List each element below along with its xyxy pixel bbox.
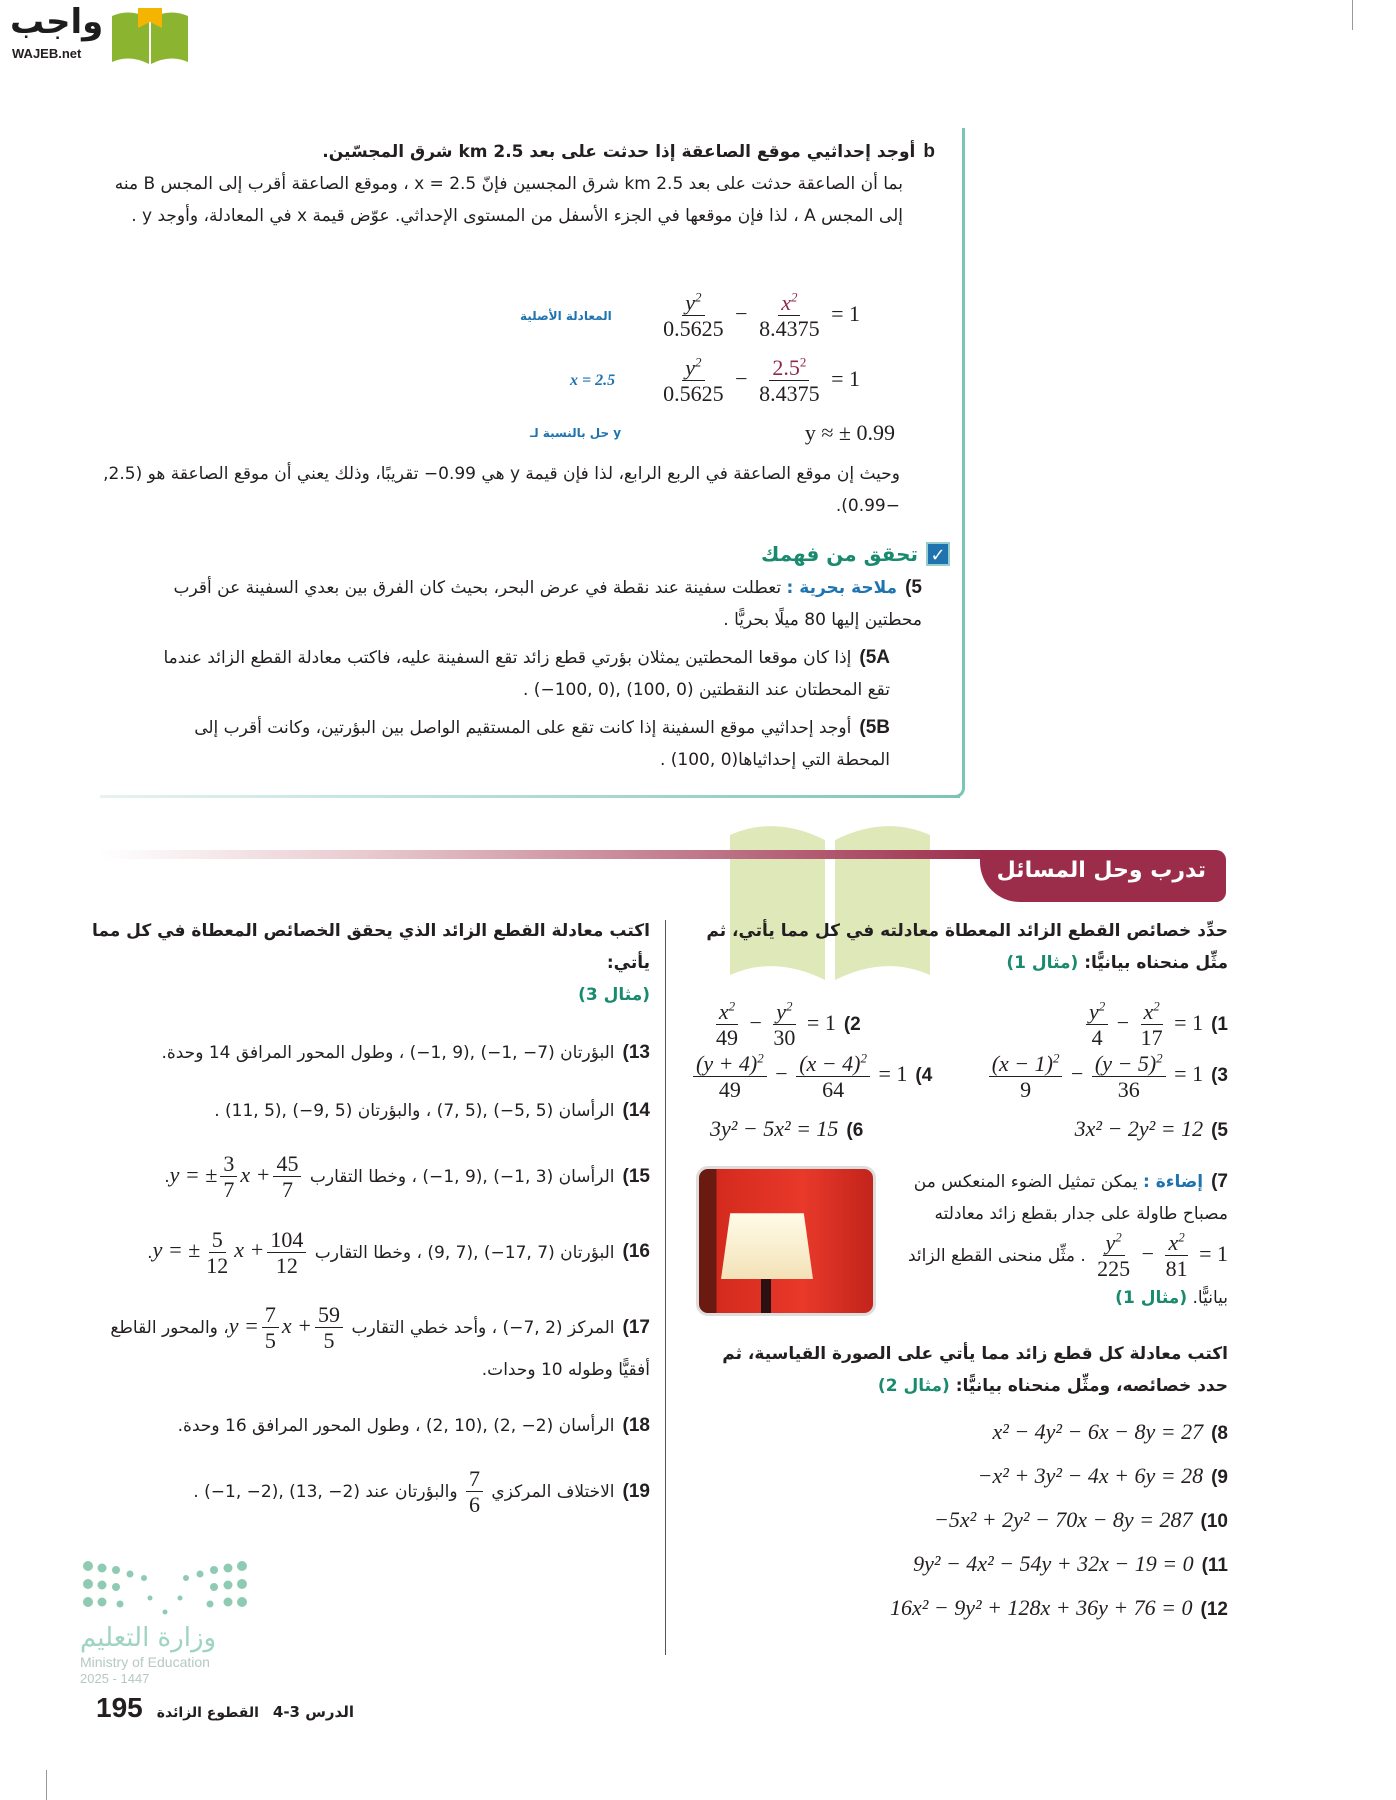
ministry-name-ar: وزارة التعليم [80,1623,217,1653]
equation-step-3: حل بالنسبة لـ y y ≈ ± 0.99 [530,420,895,445]
problem-11: 11)9y² − 4x² − 54y + 32x − 19 = 0 [913,1551,1228,1577]
problem-19: 19)الاختلاف المركزي $\frac{7}{6}$ والبؤرتان عند (2− ,13) ,(2− ,1−) . [193,1465,650,1518]
problem-3: 3) $\frac{(x - 1)^2}{9}$ − $\frac{(y - 5)^2}{36}$ = 1 [986,1051,1228,1103]
column-divider [665,920,666,1655]
problem-10: 10)−5x² + 2y² − 70x − 8y = 287 [934,1507,1228,1533]
problem-12: 12)16x² − 9y² + 128x + 36y + 76 = 0 [890,1595,1228,1621]
ministry-logo [80,1560,260,1687]
page-footer [96,1692,354,1724]
problem-14: 14)الرأسان (5 ,5−) ,(5 ,7) ، والبؤرتان (5 ,9−) ,(5 ,11) . [214,1100,650,1121]
right-column [690,915,1228,1630]
problem-2: 2) $\frac{x^2}{49}$ − $\frac{y^2}{30}$ = 1 [716,998,861,1051]
problem-5: 5)3x² − 2y² = 12 [1074,1116,1228,1142]
problem-4: 4) $\frac{(y + 4)^2}{49}$ − $\frac{(x - 4)^2}{64}$ = 1 [690,1051,932,1103]
intro-2: اكتب معادلة كل قطع زائد مما يأتي على الصورة القياسية، ثم حدد خصائصه، ومثِّل منحناه بيانيًّا: [722,1344,1228,1397]
q5-label: ملاحة بحرية : [786,578,898,598]
example-ref[interactable]: (مثال 3) [578,985,650,1005]
checkbox-icon: ✓ [926,542,950,566]
problem-7: 7)إضاءة : يمكن تمثيل الضوء المنعكس من مصباح طاولة على جدار بقطع زائد معادلته $\frac{y^2}{225}$ − $\frac{x^2}{81}$ = 1 . مثِّل منحنى القطع الزائد بيانيًّا. (مثال 1) [907,1171,1228,1308]
problem-6: 6)3y² − 5x² = 15 [710,1116,864,1142]
ministry-name-en: Ministry of Education [80,1654,210,1670]
problem-16: 16)البؤرتان (7 ,17−) ,(7 ,9) ، وخطا التقارب y = ± $\frac{5}{12}$ x + $\frac{104}{12}$ . [147,1226,650,1278]
part-label: b [923,141,935,162]
logo-arabic: واجب [10,2,104,42]
problem-13: 13)البؤرتان (7− ,1−) ,(9 ,1−) ، وطول المحور المرافق 14 وحدة. [161,1042,650,1063]
q5-number: 5) [905,577,922,598]
q5a-number: 5A) [859,647,890,668]
intro-1: حدِّد خصائص القطع الزائد المعطاة معادلته في كل مما يأتي، ثم مثِّل منحناه بيانيًّا: [706,921,1228,973]
q5b-text: أوجد إحداثيي موقع السفينة إذا كانت تقع على المستقيم الواصل بين البؤرتين، وكانت أقرب إلى المحطة التي إحداثياها(0 ,100) . [194,718,890,770]
banner-title: تدرب وحل المسائل [980,850,1226,902]
example-ref[interactable]: (مثال 1) [1006,953,1079,973]
equation-step-1: المعادلة الأصلية $\frac{y^2}{0.5625}$ − $\frac{x^2}{8.4375}$ = 1 [520,289,860,342]
problem-18: 18)الرأسان (2− ,2) ,(10 ,2) ، وطول المحور المرافق 16 وحدة. [177,1414,650,1436]
lamp-photo [696,1166,876,1316]
q5b-number: 5B) [859,717,890,738]
part-heading: أوجد إحداثيي موقع الصاعقة إذا حدثت على بعد 2.5 km شرق المجسّين. [322,142,916,162]
q5-text: تعطلت سفينة عند نقطة في عرض البحر، بحيث كان الفرق بين بعدي السفينة عن أقرب محطتين إليها 80 ميلًا بحريًّا . [173,578,922,630]
check-title: تحقق من فهمك [761,542,918,566]
crop-mark [1352,0,1353,30]
equation-step-2: x = 2.5 $\frac{y^2}{0.5625}$ − $\frac{2.5^2}{8.4375}$ = 1 [570,354,860,407]
check-understanding [100,542,950,776]
example-ref[interactable]: (مثال 2) [877,1376,950,1397]
intro-3: اكتب معادلة القطع الزائد الذي يحقق الخصائص المعطاة في كل مما يأتي: [91,921,650,973]
book-icon [108,8,192,66]
logo-latin: WAJEB.net [12,46,82,61]
problem-9: 9)−x² + 3y² − 4x + 6y = 28 [977,1463,1228,1489]
year: 2025 - 1447 [80,1671,150,1686]
wajeb-logo [8,2,188,66]
q5a-text: إذا كان موقعا المحطتين يمثلان بؤرتي قطع زائد تقع السفينة عليه، فاكتب معادلة القطع الزائد عندما تقع المحطتان عند النقطتين (0 ,100) ,(0 ,100−) . [163,648,890,700]
conclusion-text: وحيث إن موقع الصاعقة في الربع الرابع، لذا فإن قيمة y هي 0.99− تقريبًا، وذلك يعني أن موقع الصاعقة هو (2.5, −0.99). [103,464,900,516]
banner-line [100,850,1000,859]
section-bottom-line [100,795,960,798]
ministry-dots-icon [80,1560,250,1616]
problem-17: 17)المركز (2 ,7−) ، وأحد خطي التقارب y = $\frac{7}{5}$ x + $\frac{59}{5}$ ، والمحور القاطع أفقيًّا وطوله 10 وحدات. [110,1302,650,1380]
page-number: 195 [96,1692,143,1723]
problem-8: 8)x² − 4y² − 6x − 8y = 27 [992,1419,1228,1445]
problem-list [690,1410,1228,1630]
left-column [90,915,650,1517]
problem-15: 15)الرأسان (3 ,1−) ,(9 ,1−) ، وخطا التقارب y = ± $\frac{3}{7}$ x + $\frac{45}{7}$ . [164,1151,650,1203]
example-b [100,136,935,232]
crop-mark [46,1770,47,1800]
explanation-text: بما أن الصاعقة حدثت على بعد 2.5 km شرق المجسين فإنّ x = 2.5 ، وموقع الصاعقة أقرب إلى المجس B منه إلى المجس A ، لذا فإن موقعها في الجزء الأسفل من المستوى الإحداثي. عوّض قيمة x في المعادلة، وأوجد y . [114,174,903,226]
section-border [955,128,965,798]
lesson-number: الدرس 3-4 [272,1703,354,1721]
problem-1: 1) $\frac{y^2}{4}$ − $\frac{x^2}{17}$ = 1 [1083,999,1228,1051]
lesson-title: القطوع الزائدة [156,1705,259,1721]
